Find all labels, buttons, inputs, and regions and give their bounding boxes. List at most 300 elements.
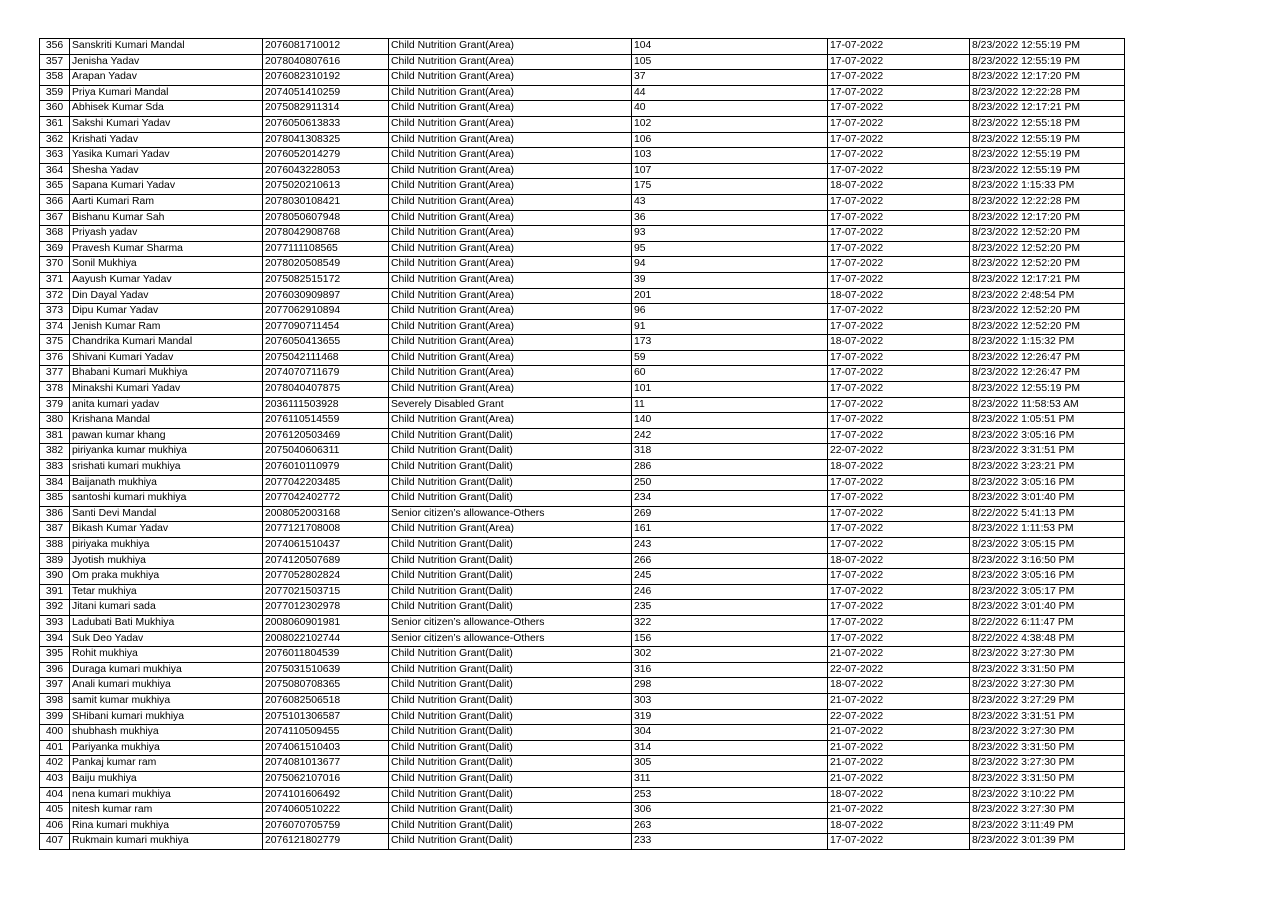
grant-type-cell: Child Nutrition Grant(Area) [389,366,632,382]
id-number-cell: 2077121708008 [263,522,389,538]
serial-cell: 306 [632,803,828,819]
id-number-cell: 2076050613833 [263,116,389,132]
row-number-cell: 362 [40,132,70,148]
grant-type-cell: Child Nutrition Grant(Area) [389,132,632,148]
grant-type-cell: Child Nutrition Grant(Dalit) [389,491,632,507]
id-number-cell: 2077062910894 [263,304,389,320]
grant-type-cell: Child Nutrition Grant(Area) [389,241,632,257]
timestamp-cell: 8/23/2022 3:27:30 PM [970,803,1125,819]
date-cell: 17-07-2022 [828,584,970,600]
timestamp-cell: 8/23/2022 12:55:19 PM [970,54,1125,70]
date-cell: 17-07-2022 [828,70,970,86]
id-number-cell: 2075031510639 [263,662,389,678]
timestamp-cell: 8/23/2022 12:55:19 PM [970,148,1125,164]
name-cell: anita kumari yadav [70,397,263,413]
date-cell: 17-07-2022 [828,210,970,226]
date-cell: 17-07-2022 [828,366,970,382]
table-row [40,288,1125,304]
serial-cell: 106 [632,132,828,148]
serial-cell: 102 [632,116,828,132]
row-number-cell: 374 [40,319,70,335]
name-cell: Pariyanka mukhiya [70,740,263,756]
id-number-cell: 2078050607948 [263,210,389,226]
grant-type-cell: Child Nutrition Grant(Area) [389,288,632,304]
id-number-cell: 2075101306587 [263,709,389,725]
grant-type-cell: Child Nutrition Grant(Area) [389,335,632,351]
timestamp-cell: 8/22/2022 6:11:47 PM [970,615,1125,631]
grant-type-cell: Senior citizen’s allowance-Others [389,631,632,647]
id-number-cell: 2077012302978 [263,600,389,616]
id-number-cell: 2076011804539 [263,647,389,663]
date-cell: 17-07-2022 [828,39,970,55]
date-cell: 17-07-2022 [828,148,970,164]
name-cell: Abhisek Kumar Sda [70,101,263,117]
serial-cell: 263 [632,818,828,834]
timestamp-cell: 8/23/2022 3:01:39 PM [970,834,1125,850]
name-cell: Anali kumari mukhiya [70,678,263,694]
timestamp-cell: 8/23/2022 3:01:40 PM [970,491,1125,507]
table-row [40,428,1125,444]
id-number-cell: 2076030909897 [263,288,389,304]
timestamp-cell: 8/23/2022 12:26:47 PM [970,366,1125,382]
name-cell: shubhash mukhiya [70,725,263,741]
id-number-cell: 2078020508549 [263,257,389,273]
date-cell: 18-07-2022 [828,787,970,803]
id-number-cell: 2075062107016 [263,771,389,787]
grant-type-cell: Child Nutrition Grant(Area) [389,101,632,117]
serial-cell: 318 [632,444,828,460]
timestamp-cell: 8/23/2022 12:55:19 PM [970,163,1125,179]
row-number-cell: 381 [40,428,70,444]
timestamp-cell: 8/23/2022 12:17:20 PM [970,210,1125,226]
records-table-body [40,39,1125,850]
grant-type-cell: Severely Disabled Grant [389,397,632,413]
row-number-cell: 391 [40,584,70,600]
grant-type-cell: Child Nutrition Grant(Area) [389,210,632,226]
serial-cell: 40 [632,101,828,117]
row-number-cell: 369 [40,241,70,257]
name-cell: Krishati Yadav [70,132,263,148]
table-row [40,210,1125,226]
serial-cell: 11 [632,397,828,413]
table-row [40,39,1125,55]
table-row [40,506,1125,522]
grant-type-cell: Child Nutrition Grant(Dalit) [389,756,632,772]
name-cell: samit kumar mukhiya [70,693,263,709]
row-number-cell: 384 [40,475,70,491]
name-cell: Din Dayal Yadav [70,288,263,304]
grant-type-cell: Child Nutrition Grant(Dalit) [389,803,632,819]
date-cell: 18-07-2022 [828,288,970,304]
date-cell: 18-07-2022 [828,553,970,569]
id-number-cell: 2074051410259 [263,85,389,101]
id-number-cell: 2074070711679 [263,366,389,382]
date-cell: 17-07-2022 [828,257,970,273]
table-row [40,693,1125,709]
row-number-cell: 395 [40,647,70,663]
name-cell: Suk Deo Yadav [70,631,263,647]
date-cell: 17-07-2022 [828,304,970,320]
table-row [40,725,1125,741]
row-number-cell: 357 [40,54,70,70]
date-cell: 17-07-2022 [828,506,970,522]
date-cell: 17-07-2022 [828,226,970,242]
table-row [40,350,1125,366]
grant-type-cell: Child Nutrition Grant(Area) [389,163,632,179]
id-number-cell: 2077042203485 [263,475,389,491]
table-row [40,787,1125,803]
timestamp-cell: 8/23/2022 3:31:50 PM [970,771,1125,787]
name-cell: Sakshi Kumari Yadav [70,116,263,132]
name-cell: Sonil Mukhiya [70,257,263,273]
timestamp-cell: 8/23/2022 1:05:51 PM [970,413,1125,429]
table-row [40,584,1125,600]
table-row [40,491,1125,507]
serial-cell: 95 [632,241,828,257]
serial-cell: 39 [632,272,828,288]
row-number-cell: 407 [40,834,70,850]
row-number-cell: 388 [40,538,70,554]
date-cell: 18-07-2022 [828,460,970,476]
name-cell: Priya Kumari Mandal [70,85,263,101]
table-row [40,803,1125,819]
name-cell: Tetar mukhiya [70,584,263,600]
serial-cell: 302 [632,647,828,663]
table-row [40,662,1125,678]
serial-cell: 233 [632,834,828,850]
table-row [40,569,1125,585]
date-cell: 17-07-2022 [828,194,970,210]
serial-cell: 161 [632,522,828,538]
grant-type-cell: Child Nutrition Grant(Dalit) [389,787,632,803]
grant-type-cell: Child Nutrition Grant(Area) [389,413,632,429]
date-cell: 17-07-2022 [828,350,970,366]
grant-type-cell: Child Nutrition Grant(Dalit) [389,693,632,709]
id-number-cell: 2008022102744 [263,631,389,647]
table-row [40,335,1125,351]
row-number-cell: 390 [40,569,70,585]
date-cell: 17-07-2022 [828,241,970,257]
date-cell: 17-07-2022 [828,163,970,179]
grant-type-cell: Child Nutrition Grant(Area) [389,522,632,538]
name-cell: Shivani Kumari Yadav [70,350,263,366]
table-row [40,834,1125,850]
timestamp-cell: 8/23/2022 3:05:16 PM [970,428,1125,444]
date-cell: 21-07-2022 [828,756,970,772]
grant-type-cell: Child Nutrition Grant(Dalit) [389,444,632,460]
serial-cell: 103 [632,148,828,164]
row-number-cell: 363 [40,148,70,164]
timestamp-cell: 8/23/2022 12:55:19 PM [970,39,1125,55]
grant-type-cell: Child Nutrition Grant(Dalit) [389,475,632,491]
serial-cell: 101 [632,382,828,398]
grant-type-cell: Child Nutrition Grant(Area) [389,148,632,164]
table-row [40,304,1125,320]
name-cell: Bhabani Kumari Mukhiya [70,366,263,382]
timestamp-cell: 8/22/2022 5:41:13 PM [970,506,1125,522]
timestamp-cell: 8/23/2022 12:52:20 PM [970,304,1125,320]
date-cell: 17-07-2022 [828,834,970,850]
table-row [40,272,1125,288]
name-cell: SHibani kumari mukhiya [70,709,263,725]
timestamp-cell: 8/23/2022 12:22:28 PM [970,194,1125,210]
table-row [40,194,1125,210]
date-cell: 17-07-2022 [828,413,970,429]
name-cell: Aarti Kumari Ram [70,194,263,210]
serial-cell: 269 [632,506,828,522]
serial-cell: 201 [632,288,828,304]
row-number-cell: 367 [40,210,70,226]
name-cell: Rukmain kumari mukhiya [70,834,263,850]
serial-cell: 91 [632,319,828,335]
serial-cell: 242 [632,428,828,444]
date-cell: 21-07-2022 [828,647,970,663]
grant-type-cell: Child Nutrition Grant(Area) [389,85,632,101]
grant-type-cell: Child Nutrition Grant(Dalit) [389,678,632,694]
serial-cell: 107 [632,163,828,179]
name-cell: Dipu Kumar Yadav [70,304,263,320]
grant-type-cell: Child Nutrition Grant(Dalit) [389,834,632,850]
timestamp-cell: 8/23/2022 12:55:18 PM [970,116,1125,132]
date-cell: 17-07-2022 [828,569,970,585]
grant-type-cell: Child Nutrition Grant(Area) [389,39,632,55]
timestamp-cell: 8/23/2022 12:22:28 PM [970,85,1125,101]
row-number-cell: 385 [40,491,70,507]
name-cell: Shesha Yadav [70,163,263,179]
timestamp-cell: 8/23/2022 3:27:29 PM [970,693,1125,709]
serial-cell: 36 [632,210,828,226]
date-cell: 17-07-2022 [828,538,970,554]
row-number-cell: 399 [40,709,70,725]
serial-cell: 175 [632,179,828,195]
id-number-cell: 2075082515172 [263,272,389,288]
serial-cell: 173 [632,335,828,351]
timestamp-cell: 8/23/2022 12:52:20 PM [970,319,1125,335]
id-number-cell: 2076082310192 [263,70,389,86]
name-cell: Jitani kumari sada [70,600,263,616]
name-cell: Krishana Mandal [70,413,263,429]
table-row [40,553,1125,569]
serial-cell: 286 [632,460,828,476]
date-cell: 22-07-2022 [828,709,970,725]
timestamp-cell: 8/23/2022 2:48:54 PM [970,288,1125,304]
timestamp-cell: 8/23/2022 3:27:30 PM [970,725,1125,741]
table-row [40,600,1125,616]
serial-cell: 311 [632,771,828,787]
serial-cell: 250 [632,475,828,491]
grant-type-cell: Child Nutrition Grant(Dalit) [389,538,632,554]
name-cell: Santi Devi Mandal [70,506,263,522]
serial-cell: 37 [632,70,828,86]
timestamp-cell: 8/23/2022 12:17:20 PM [970,70,1125,86]
row-number-cell: 403 [40,771,70,787]
table-row [40,678,1125,694]
timestamp-cell: 8/23/2022 1:11:53 PM [970,522,1125,538]
serial-cell: 246 [632,584,828,600]
table-row [40,226,1125,242]
row-number-cell: 393 [40,615,70,631]
timestamp-cell: 8/23/2022 3:05:16 PM [970,569,1125,585]
date-cell: 17-07-2022 [828,54,970,70]
name-cell: pawan kumar khang [70,428,263,444]
serial-cell: 60 [632,366,828,382]
table-row [40,460,1125,476]
grant-type-cell: Child Nutrition Grant(Dalit) [389,553,632,569]
grant-type-cell: Child Nutrition Grant(Dalit) [389,771,632,787]
timestamp-cell: 8/23/2022 12:17:21 PM [970,272,1125,288]
table-row [40,366,1125,382]
timestamp-cell: 8/23/2022 3:23:21 PM [970,460,1125,476]
serial-cell: 93 [632,226,828,242]
row-number-cell: 406 [40,818,70,834]
table-row [40,818,1125,834]
table-row [40,615,1125,631]
serial-cell: 44 [632,85,828,101]
row-number-cell: 383 [40,460,70,476]
date-cell: 21-07-2022 [828,725,970,741]
table-row [40,70,1125,86]
grant-type-cell: Child Nutrition Grant(Dalit) [389,460,632,476]
name-cell: piriyanka kumar mukhiya [70,444,263,460]
serial-cell: 104 [632,39,828,55]
row-number-cell: 400 [40,725,70,741]
row-number-cell: 394 [40,631,70,647]
table-row [40,771,1125,787]
row-number-cell: 382 [40,444,70,460]
table-row [40,54,1125,70]
id-number-cell: 2076010110979 [263,460,389,476]
serial-cell: 298 [632,678,828,694]
grant-type-cell: Child Nutrition Grant(Area) [389,70,632,86]
serial-cell: 245 [632,569,828,585]
timestamp-cell: 8/23/2022 3:05:17 PM [970,584,1125,600]
date-cell: 22-07-2022 [828,444,970,460]
date-cell: 17-07-2022 [828,397,970,413]
name-cell: Sapana Kumari Yadav [70,179,263,195]
table-row [40,382,1125,398]
id-number-cell: 2078040807616 [263,54,389,70]
date-cell: 18-07-2022 [828,179,970,195]
id-number-cell: 2078030108421 [263,194,389,210]
id-number-cell: 2075040606311 [263,444,389,460]
serial-cell: 305 [632,756,828,772]
table-row [40,85,1125,101]
row-number-cell: 372 [40,288,70,304]
row-number-cell: 378 [40,382,70,398]
date-cell: 21-07-2022 [828,693,970,709]
id-number-cell: 2076050413655 [263,335,389,351]
table-row [40,132,1125,148]
table-row [40,413,1125,429]
name-cell: santoshi kumari mukhiya [70,491,263,507]
serial-cell: 319 [632,709,828,725]
id-number-cell: 2077111108565 [263,241,389,257]
row-number-cell: 380 [40,413,70,429]
date-cell: 17-07-2022 [828,522,970,538]
id-number-cell: 2008052003168 [263,506,389,522]
timestamp-cell: 8/23/2022 3:16:50 PM [970,553,1125,569]
timestamp-cell: 8/23/2022 12:55:19 PM [970,382,1125,398]
row-number-cell: 365 [40,179,70,195]
serial-cell: 156 [632,631,828,647]
serial-cell: 243 [632,538,828,554]
row-number-cell: 364 [40,163,70,179]
timestamp-cell: 8/23/2022 3:05:16 PM [970,475,1125,491]
date-cell: 18-07-2022 [828,818,970,834]
row-number-cell: 405 [40,803,70,819]
date-cell: 17-07-2022 [828,615,970,631]
id-number-cell: 2074061510403 [263,740,389,756]
date-cell: 17-07-2022 [828,382,970,398]
id-number-cell: 2075082911314 [263,101,389,117]
serial-cell: 59 [632,350,828,366]
id-number-cell: 2078041308325 [263,132,389,148]
id-number-cell: 2077042402772 [263,491,389,507]
grant-type-cell: Child Nutrition Grant(Area) [389,54,632,70]
row-number-cell: 359 [40,85,70,101]
table-row [40,756,1125,772]
timestamp-cell: 8/23/2022 3:11:49 PM [970,818,1125,834]
grant-type-cell: Child Nutrition Grant(Area) [389,226,632,242]
name-cell: Jyotish mukhiya [70,553,263,569]
row-number-cell: 376 [40,350,70,366]
table-row [40,631,1125,647]
name-cell: Aayush Kumar Yadav [70,272,263,288]
serial-cell: 316 [632,662,828,678]
id-number-cell: 2076082506518 [263,693,389,709]
id-number-cell: 2076043228053 [263,163,389,179]
id-number-cell: 2078040407875 [263,382,389,398]
id-number-cell: 2078042908768 [263,226,389,242]
id-number-cell: 2076081710012 [263,39,389,55]
serial-cell: 322 [632,615,828,631]
table-row [40,101,1125,117]
row-number-cell: 379 [40,397,70,413]
date-cell: 17-07-2022 [828,491,970,507]
id-number-cell: 2076110514559 [263,413,389,429]
name-cell: srishati kumari mukhiya [70,460,263,476]
row-number-cell: 392 [40,600,70,616]
date-cell: 18-07-2022 [828,678,970,694]
timestamp-cell: 8/23/2022 11:58:53 AM [970,397,1125,413]
table-row [40,647,1125,663]
timestamp-cell: 8/23/2022 3:27:30 PM [970,756,1125,772]
row-number-cell: 386 [40,506,70,522]
name-cell: Jenish Kumar Ram [70,319,263,335]
row-number-cell: 404 [40,787,70,803]
date-cell: 17-07-2022 [828,631,970,647]
grant-type-cell: Child Nutrition Grant(Area) [389,272,632,288]
date-cell: 17-07-2022 [828,272,970,288]
grant-type-cell: Child Nutrition Grant(Area) [389,319,632,335]
name-cell: Minakshi Kumari Yadav [70,382,263,398]
row-number-cell: 402 [40,756,70,772]
name-cell: Arapan Yadav [70,70,263,86]
grant-type-cell: Child Nutrition Grant(Dalit) [389,818,632,834]
id-number-cell: 2074120507689 [263,553,389,569]
serial-cell: 253 [632,787,828,803]
id-number-cell: 2077021503715 [263,584,389,600]
grant-type-cell: Child Nutrition Grant(Area) [389,257,632,273]
table-row [40,148,1125,164]
id-number-cell: 2076052014279 [263,148,389,164]
name-cell: Chandrika Kumari Mandal [70,335,263,351]
id-number-cell: 2074081013677 [263,756,389,772]
grant-type-cell: Child Nutrition Grant(Dalit) [389,662,632,678]
id-number-cell: 2075080708365 [263,678,389,694]
row-number-cell: 401 [40,740,70,756]
grant-type-cell: Child Nutrition Grant(Dalit) [389,600,632,616]
